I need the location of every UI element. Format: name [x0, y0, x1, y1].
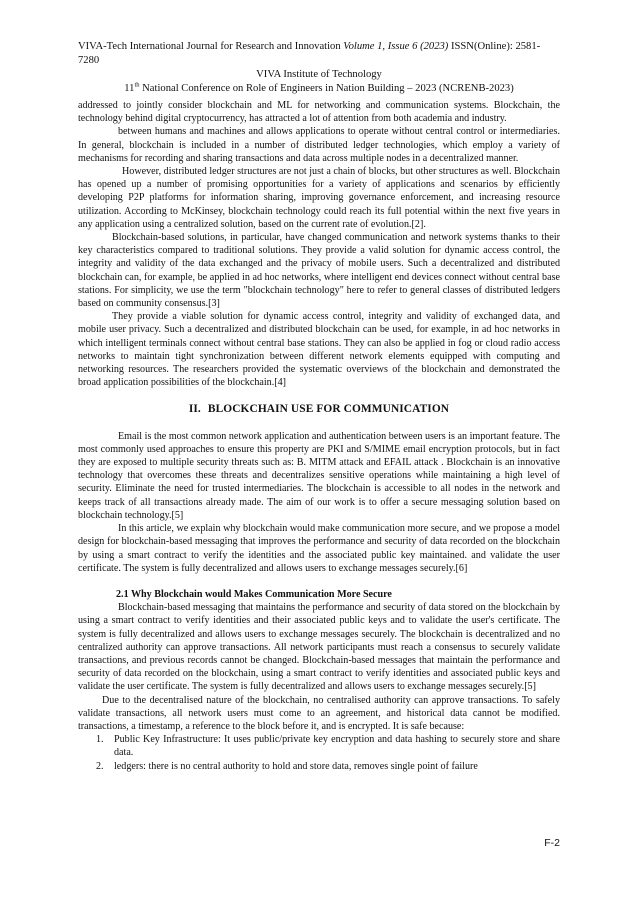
list-item-number: 2.	[96, 760, 104, 772]
paper-body	[78, 99, 560, 773]
conference-number: 11	[124, 83, 135, 94]
paragraph-2: between humans and machines and allows applications to operate without central control or intermediaries. In general, blockchain is included in a number of distributed ledger technologies, which employ a variety of mechanisms for recording and sharing transactions and data across multiple nodes in a decentralized manner.	[78, 126, 560, 164]
paragraph-6: Email is the most common network application and authentication between users is an important feature. The most commonly used approaches to ensure this property are PKI and S/MIME email encryption protocols, but in fact they are exposed to multiple security threats such as: B. MITM attack and EFAIL attack . Blockchain is an innovative technology that overcomes these threats and decentralizes sensitive operations while maintaining a high level of security. Eliminate the need for trusted intermediaries. The blockchain is accessible to all nodes in the network and keeps track of all transactions already made. The aim of our work is to offer a secure messaging solution based on blockchain technology.[5]	[78, 430, 560, 521]
list-item-text: Public Key Infrastructure: It uses public/private key encryption and data hashing to securely store and share data.	[114, 734, 560, 759]
paragraph-7: In this article, we explain why blockchain would make communication more secure, and we propose a model design for blockchain-based messaging that improves the performance and security of data recorded on the blockchain by using a smart contract to verify the identities and the associated public key maintained. and validate the user certificate. The system is fully decentralized and allows users to exchange messages securely.[6]	[78, 523, 560, 574]
paragraph-3: However, distributed ledger structures are not just a chain of blocks, but other structures as well. Blockchain has opened up a number of promising opportunities for a variety of applications and scenarios by efficiently developing P2P platforms for information sharing, improving governance enforcement, and increasing resource utilization. According to McKinsey, blockchain technology could reach its full potential within the next five years in any application using a centralized solution, based on the current rate of evolution.[2].	[78, 166, 560, 230]
conference-ordinal: th	[134, 81, 140, 89]
list-item-number: 1.	[96, 734, 104, 746]
section-number: II.	[188, 403, 201, 416]
section-heading	[78, 403, 560, 416]
list-item	[78, 760, 560, 773]
page-number: F-2	[544, 837, 560, 849]
paragraph-4: Blockchain-based solutions, in particular, have changed communication and network systems thanks to their key characteristics compared to traditional solutions. They provide a valid solution for dynamic access control, the integrity and validity of the data exchanged and the privacy of mobile users. Such a decentralized and distributed blockchain can, for example, be applied in ad hoc networks, where intelligent end devices connect without central base stations. For simplicity, we use the term "blockchain technology" here to refer to general classes of distributed ledgers based on community consensus.[3]	[78, 232, 560, 310]
journal-name: VIVA-Tech International Journal for Research and Innovation	[78, 41, 341, 52]
paragraph-9: Due to the decentralised nature of the blockchain, no centralised authority can approve transactions. To safely validate transactions, all network users must come to an agreement, and historical data cannot be modified. transactions, a timestamp, a reference to the block before it, and is encrypted. It is safe because:	[78, 694, 560, 732]
paper-page	[78, 40, 560, 773]
paragraph-8: Blockchain-based messaging that maintains the performance and security of data stored on the blockchain by using a smart contract to verify identities and their associated public keys and to validate the user's certificate. The system is fully decentralized and allows users to exchange messages securely. The blockchain is decentralized and no centralized authority can approve transactions. All network participants must reach a consensus to securely validate transactions, and previous records cannot be changed. Blockchain-based messages that maintain the performance and security of data recorded on the blockchain, using a smart contract to verify identities and associated public keys and validate the user certificate. The system is fully decentralized and allows users to exchange messages securely.[5]	[78, 602, 560, 693]
numbered-list	[78, 733, 560, 773]
journal-volume: Volume 1, Issue 6 (2023)	[343, 41, 449, 52]
list-item-text: ledgers: there is no central authority to hold and store data, removes single point of failure	[114, 760, 478, 772]
subsection-heading: 2.1 Why Blockchain would Makes Communication More Secure	[116, 588, 392, 600]
list-item	[78, 733, 560, 759]
conference-name: National Conference on Role of Engineers in Nation Building – 2023 (NCRENB-2023)	[142, 83, 514, 94]
paragraph-1: addressed to jointly consider blockchain and ML for networking and communication systems. Blockchain, the technology behind digital cryptocurrency, has attracted a lot of attention from both academia and industry.	[78, 100, 560, 125]
running-header	[78, 40, 560, 96]
section-title: BLOCKCHAIN USE FOR COMMUNICATION	[207, 403, 450, 416]
conference-line	[78, 82, 560, 96]
journal-issn: ISSN(Online): 2581-7280	[78, 41, 541, 66]
institute-name: VIVA Institute of Technology	[256, 69, 382, 80]
journal-line	[78, 40, 560, 68]
paragraph-5: They provide a viable solution for dynamic access control, integrity and validity of exchanged data, and mobile user privacy. Such a decentralized and distributed blockchain can be used, for example, in ad hoc networks in which intelligent terminals connect without central base stations. They can also be applied in fog or cloud radio access networks to maintain tight synchronization between different network elements equipped with computing and networking resources. The researchers provided the systematic overviews of the blockchain and demonstrated the broad application possibilities of the blockchain.[4]	[78, 311, 560, 389]
